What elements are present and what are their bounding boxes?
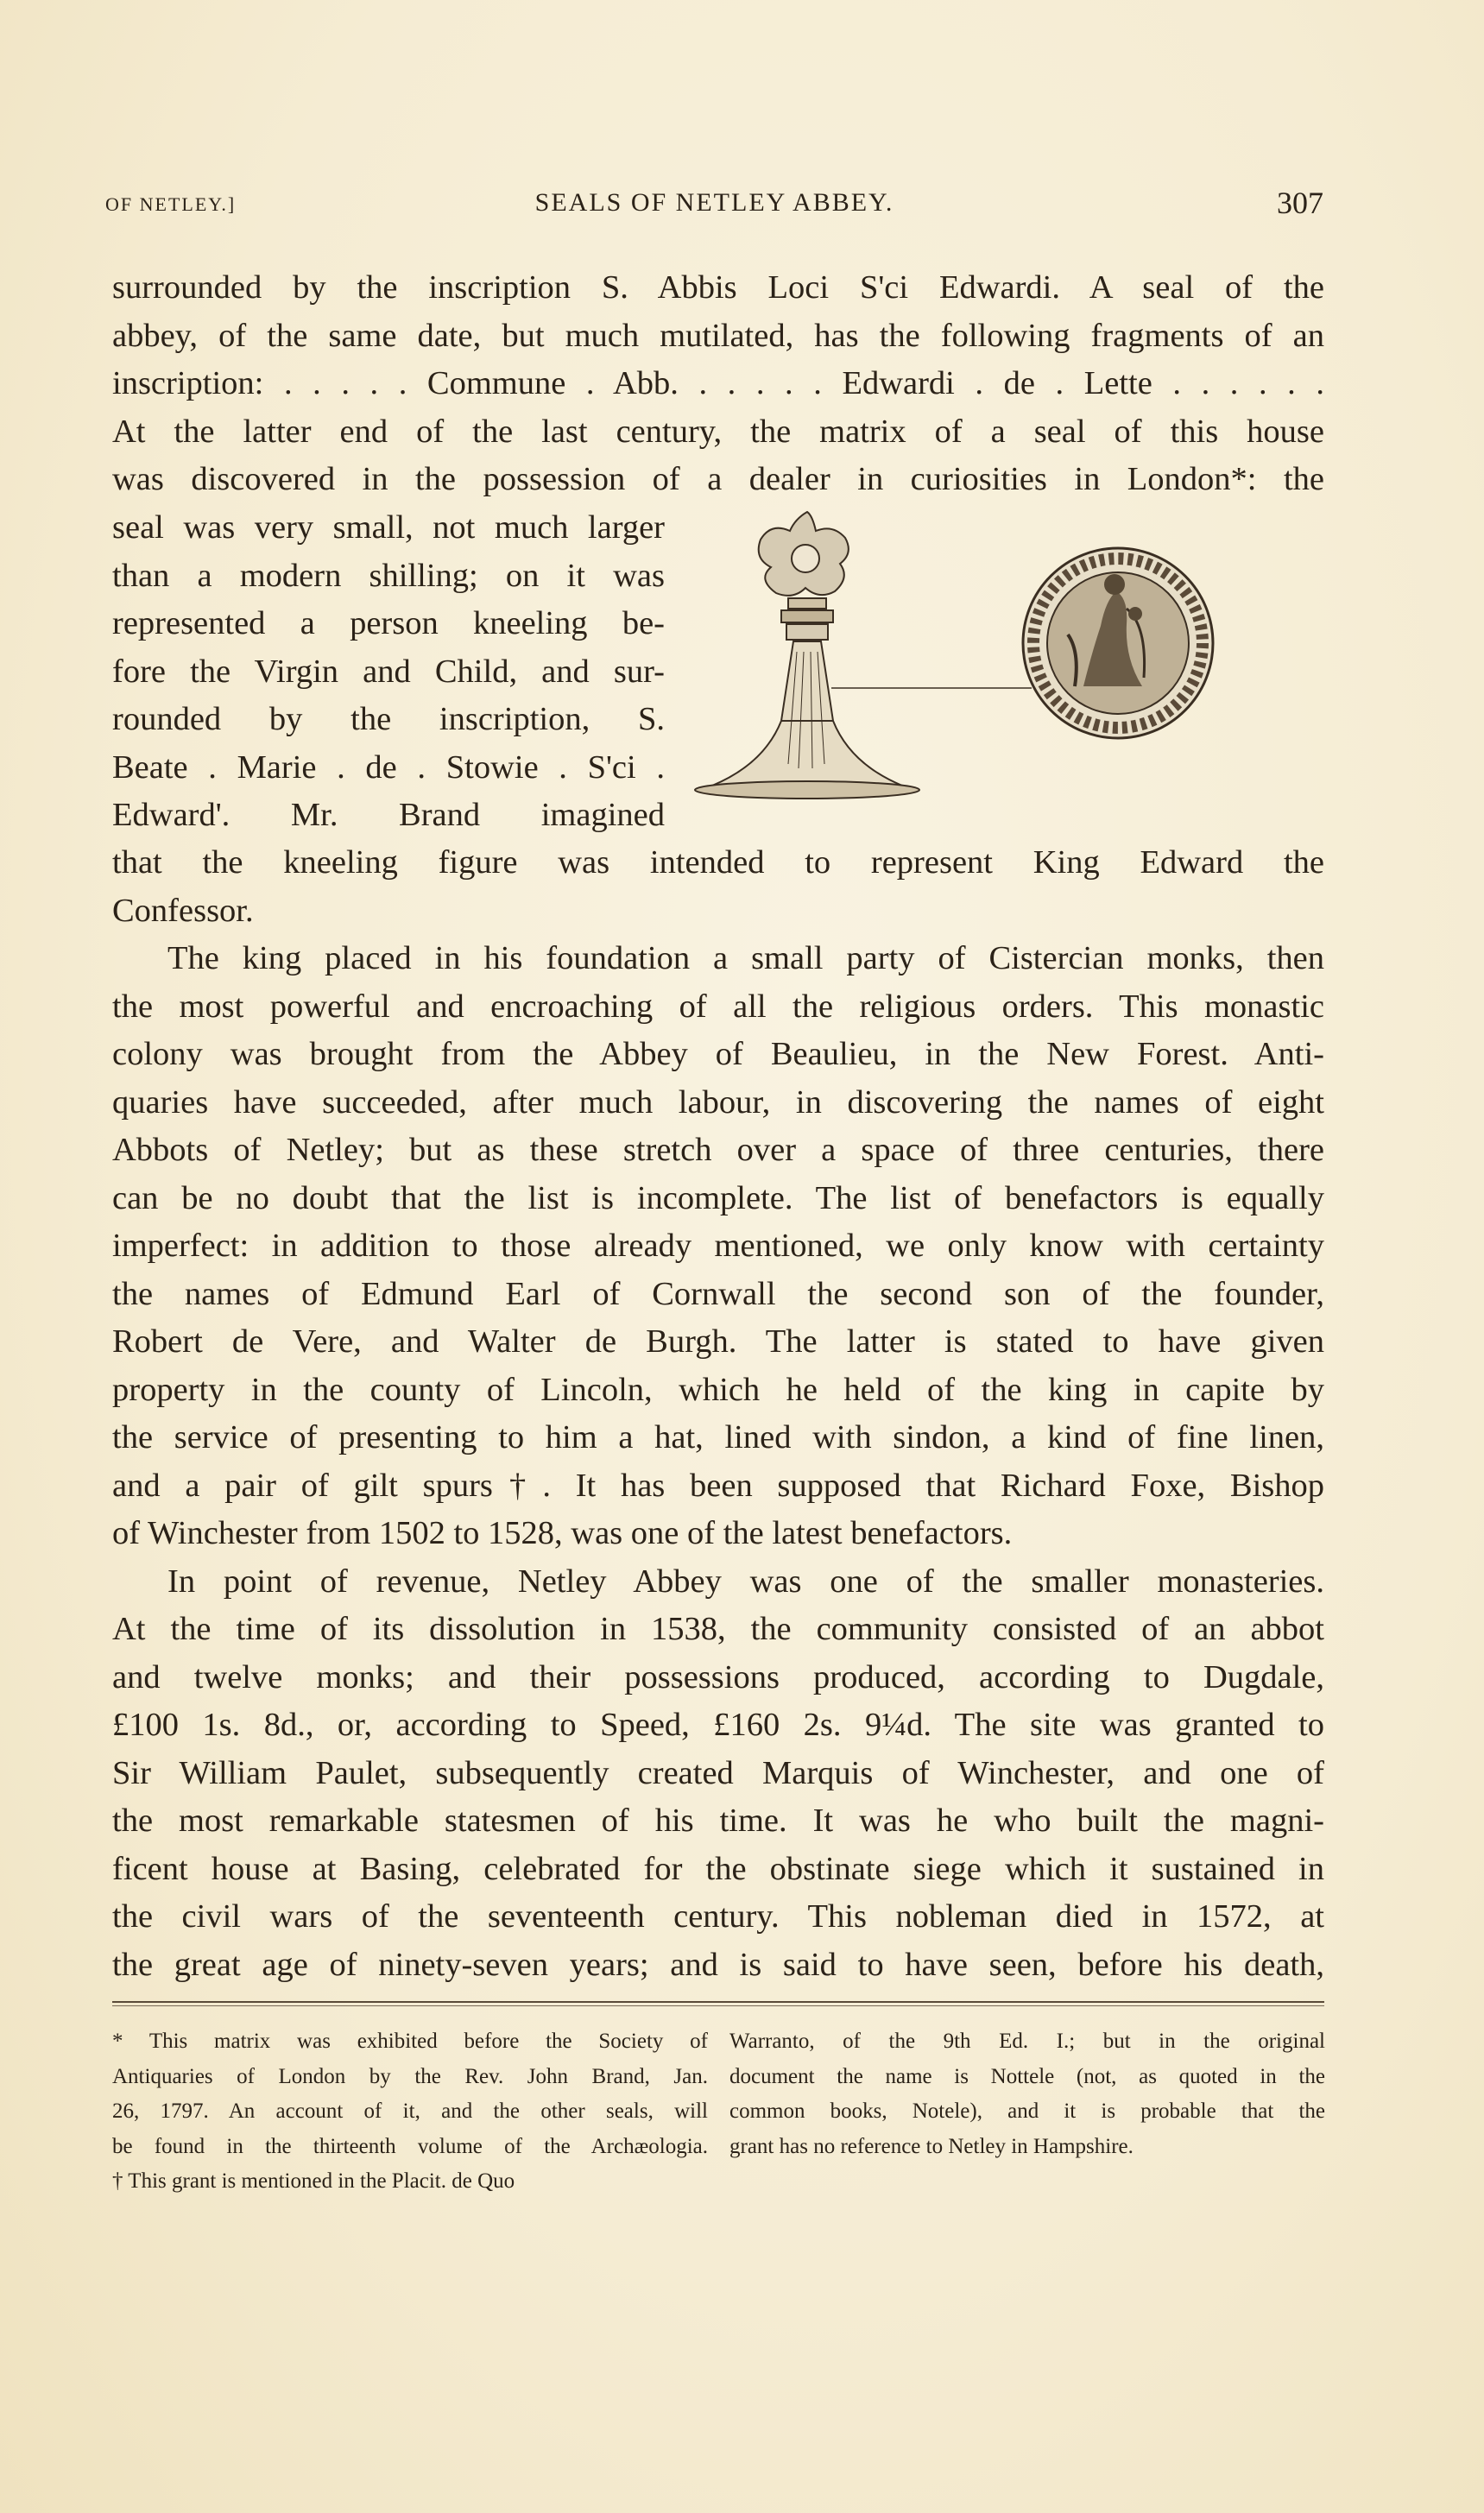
footnote-line: 26, 1797. An account of it, and the other seals, will (112, 2099, 708, 2123)
text-line: the service of presenting to him a hat, lined with sindon, a kind of fine linen, (112, 1419, 1324, 1455)
text-line: abbey, of the same date, but much mutilated, has the following fragments of an (112, 317, 1324, 354)
paragraph-main (112, 839, 1324, 1989)
text-line: ficent house at Basing, celebrated for the obstinate siege which it sustained in (112, 1850, 1324, 1887)
footnote-line: Antiquaries of London by the Rev. John Brand, Jan. (112, 2064, 708, 2088)
text-line: the most remarkable statesmen of his time. It was he who built the magni- (112, 1803, 1324, 1839)
text-line: Edward'. Mr. Brand imagined (112, 797, 665, 833)
footnote-divider-thin (112, 2005, 1324, 2006)
text-line: the great age of ninety-seven years; and is said to have seen, before his death, (112, 1946, 1324, 1983)
header-section-label: OF NETLEY.] (105, 193, 237, 215)
text-line: Robert de Vere, and Walter de Burgh. The latter is stated to have given (112, 1323, 1324, 1360)
header-title: SEALS OF NETLEY ABBEY. (534, 188, 894, 217)
text-line: fore the Virgin and Child, and sur- (112, 653, 665, 690)
paragraph-seal-description (112, 264, 1324, 504)
text-line: represented a person kneeling be- (112, 605, 665, 641)
text-line: rounded by the inscription, S. (112, 701, 665, 737)
text-line: can be no doubt that the list is incomplete. The list of benefactors is equally (112, 1179, 1324, 1216)
footnote-line: * This matrix was exhibited before the Society of (112, 2030, 708, 2053)
text-line: In point of revenue, Netley Abbey was one of the smaller monasteries. (167, 1563, 1324, 1600)
text-line: that the kneeling figure was intended to represent King Edward the (112, 844, 1324, 881)
footnotes-left-column (112, 2024, 708, 2200)
text-line: Confessor. (112, 892, 254, 929)
text-line: the names of Edmund Earl of Cornwall the second son of the founder, (112, 1275, 1324, 1312)
text-line: seal was very small, not much larger (112, 509, 665, 546)
footnotes-right-column (729, 2024, 1325, 2164)
footnote-line: grant has no reference to Netley in Hampshire. (729, 2134, 1134, 2158)
text-line: the most powerful and encroaching of all the religious orders. This monastic (112, 988, 1324, 1025)
text-line: At the latter end of the last century, the matrix of a seal of this house (112, 413, 1324, 450)
text-line: imperfect: in addition to those already mentioned, we only know with certainty (112, 1228, 1324, 1264)
footnote-line: Warranto, of the 9th Ed. I.; but in the original (729, 2030, 1325, 2053)
text-line: The king placed in his foundation a small party of Cistercian monks, then (167, 940, 1324, 976)
footnote-line: common books, Notele), and it is probable that the (729, 2099, 1325, 2123)
text-line: inscription: . . . . . Commune . Abb. . . . . . Edwardi . de . Lette . . . . . . (112, 365, 1324, 401)
footnote-divider (112, 2001, 1324, 2003)
text-line: was discovered in the possession of a dealer in curiosities in London*: the (112, 461, 1324, 497)
text-line: quaries have succeeded, after much labour, in discovering the names of eight (112, 1083, 1324, 1121)
seal-matrix-handle-icon (695, 512, 1032, 799)
text-line: Abbots of Netley; but as these stretch over a space of three centuries, there (112, 1132, 1324, 1168)
text-line: the civil wars of the seventeenth century. This nobleman died in 1572, at (112, 1898, 1324, 1935)
text-line: than a modern shilling; on it was (112, 557, 665, 594)
text-line: Beate . Marie . de . Stowie . S'ci . (112, 748, 665, 786)
text-line: property in the county of Lincoln, which he held of the king in capite by (112, 1371, 1324, 1408)
footnote-line: † This grant is mentioned in the Placit. de Quo (112, 2169, 515, 2193)
text-line: colony was brought from the Abbey of Beaulieu, in the New Forest. Anti- (112, 1036, 1324, 1072)
footnote-line: be found in the thirteenth volume of the Archæologia. (112, 2134, 708, 2158)
text-line: surrounded by the inscription S. Abbis Loci S'ci Edwardi. A seal of the (112, 269, 1324, 306)
text-line: Sir William Paulet, subsequently created Marquis of Winchester, and one of (112, 1754, 1324, 1791)
footnote-line: document the name is Nottele (not, as quoted in the (729, 2064, 1325, 2088)
page-number: 307 (1277, 186, 1323, 220)
text-line: and twelve monks; and their possessions produced, according to Dugdale, (112, 1658, 1324, 1695)
seal-impression-icon (1023, 548, 1213, 738)
paragraph-wrap-around-figure (112, 504, 665, 840)
seal-matrix-illustration (678, 505, 1334, 816)
text-line: and a pair of gilt spurs†. It has been supposed that Richard Foxe, Bishop (112, 1467, 1324, 1504)
text-line: of Winchester from 1502 to 1528, was one of the latest benefactors. (112, 1515, 1013, 1551)
running-header (105, 188, 1323, 223)
text-line: £100 1s. 8d., or, according to Speed, £160 2s. 9¼d. The site was granted to (112, 1707, 1324, 1743)
text-line: At the time of its dissolution in 1538, the community consisted of an abbot (112, 1611, 1324, 1647)
